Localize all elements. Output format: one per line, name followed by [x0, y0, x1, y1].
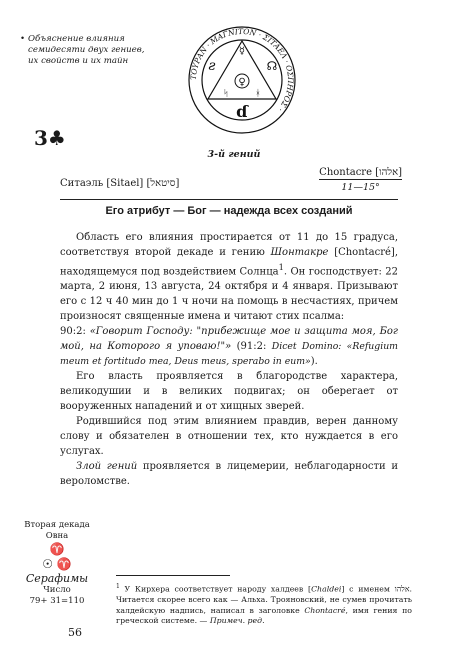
paragraph-power: Его власть проявляется в благородстве характера, великодушии и в великих подвигах; он оберегает от вооруженных нападений и от хищных зверей. [60, 371, 398, 413]
seal-center-glyph: ♀ [238, 77, 246, 88]
sidenote-text: Объяснение влияния семидесяти двух гениев, их свойств и их тайн [28, 34, 145, 66]
seal-left-glyph: ƨ [208, 58, 216, 74]
genius-name-left: Ситаэль [Sitael] [סיטאל] [60, 178, 180, 189]
footnote-ref: 1 [278, 262, 284, 272]
sign-label: Овна [45, 531, 69, 541]
degree-range: 11—15° [341, 182, 380, 193]
angelic-order: Серафимы [25, 572, 89, 585]
seal-tri-right-glyph: ᚼ [255, 89, 261, 99]
number-label: Число [43, 585, 71, 595]
header-rule [60, 199, 398, 200]
genius-seal [186, 24, 298, 136]
main-text [60, 230, 398, 489]
genius-ref: Шонтакре [270, 247, 329, 258]
footnote-rule [116, 575, 230, 576]
decade-label: Вторая декада [24, 520, 90, 530]
counterpart-name: Chontacre [אלהו] [319, 167, 402, 178]
footnote: $^1$ У Кирхера соответствует народу халдеев [Chaldei] с именем אלהו. Читается скорее всего как — Альха. Трояновский, не сумев прочитать халдейскую надпись, написал в заголовке Chontacré, имя гения по греческой системе. — Примеч. ред. [116, 583, 412, 626]
paragraph-born: Родившийся под этим влиянием правдив, верен данному слову и обязателен в отношении тех, кто нуждается в его услугах. [60, 416, 398, 458]
seal-right-glyph: ☊ [266, 59, 278, 73]
seal-ring-text: ΤΟΥΡΑΝ · ΜΑΓΝΙΤΟΝ · ΣΙΤΑΕΛ · ΟΣΠΗΡΟΣ · [188, 26, 296, 114]
seal-top-glyph: ☿ [238, 46, 246, 57]
genius-caption: 3-й гений [207, 149, 261, 160]
genius-name-right [319, 167, 402, 193]
paragraph-evil-genius: Злой гений проявляется в лицемерии, неблагодарности и вероломстве. [60, 461, 398, 488]
number-value: 79+ 31=110 [29, 596, 85, 606]
sidenote [20, 34, 148, 67]
paragraph-influence: Область его влияния простирается от 11 до 15 градуса, соответствуя второй декаде и гению Шонтакре [Chontacré], находящемуся под воздействием Солнца$^1$. Он господствует: 22 марта, 2 июня, 13 августа, 24 октября и 4 января. Призывают его с 12 ч 40 мин до 1 ч ночи на помощь в несчастиях, причем произносят священные имена и читают стих псалма: [60, 232, 399, 323]
decade-margin-note [10, 520, 104, 607]
genius-number: 3♣ [34, 126, 66, 150]
page-number: 56 [68, 626, 82, 639]
sun-aries-icon: ☉ ♈ [42, 557, 72, 571]
aries-icon: ♈ [49, 542, 65, 556]
sidenote-bullet: • [20, 34, 26, 44]
seal-bottom-glyph: ɗ [236, 102, 248, 121]
psalm-verse: 90:2: «Говорит Господу: "прибежище мое и защита моя, Бог мой, на Которого я уповаю!"» (91:2: Dicet Domino: «Refugium meum et fortitudo mea, Deus meus, sperabo in eum»). [60, 326, 398, 368]
seal-tri-left-glyph: ᛋ [223, 89, 229, 99]
attribute-heading: Его атрибут — Бог — надежда всех созданий [105, 205, 353, 217]
